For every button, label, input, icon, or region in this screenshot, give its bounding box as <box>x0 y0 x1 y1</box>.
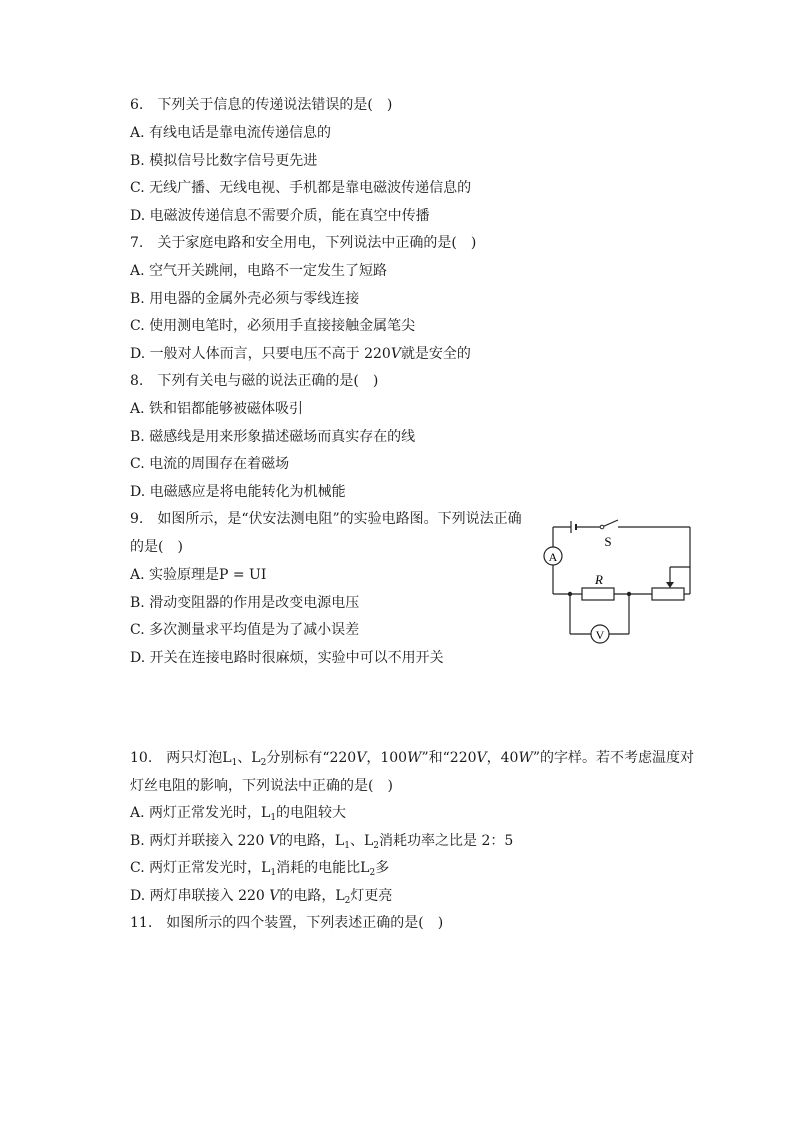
q9-option-c: C. 多次测量求平均值是为了减小误差 <box>130 622 360 638</box>
q9-option-d: D. 开关在连接电路时很麻烦，实验中可以不用开关 <box>130 650 444 666</box>
q7-option-a: A. 空气开关跳闸，电路不一定发生了短路 <box>130 263 388 279</box>
switch-blade <box>602 520 618 527</box>
q8-option-c: C. 电流的周围存在着磁场 <box>130 456 290 472</box>
q8-option-b: B. 磁感线是用来形象描述磁场而真实存在的线 <box>130 429 416 445</box>
q10-stem-line1: 10. 两只灯泡$L_1$、$L_2$分别标有“220V，100W”和“220V，40W”的字样。若不考虑温度对 <box>130 750 695 768</box>
q10-option-a: A. 两灯正常发光时，$L_1$的电阻较大 <box>130 805 347 823</box>
q9-stem-line2: 的是( ) <box>130 539 183 555</box>
q6-option-d: D. 电磁波传递信息不需要介质，能在真空中传播 <box>130 208 430 224</box>
q8-option-a: A. 铁和铝都能够被磁体吸引 <box>130 401 304 417</box>
q7-option-c: C. 使用测电笔时，必须用手直接接触金属笔尖 <box>130 318 416 334</box>
slider-arrow <box>666 582 674 588</box>
q8-stem: 8. 下列有关电与磁的说法正确的是( ) <box>130 373 379 389</box>
q10-stem-line2: 灯丝电阻的影响，下列说法中正确的是( ) <box>130 778 393 794</box>
switch-label: S <box>604 534 612 549</box>
junction-left <box>568 592 572 596</box>
q7-stem: 7. 关于家庭电路和安全用电，下列说法中正确的是( ) <box>130 235 477 251</box>
q6-option-a: A. 有线电话是靠电流传递信息的 <box>130 125 332 141</box>
q6-stem: 6. 下列关于信息的传递说法错误的是( ) <box>130 97 393 113</box>
q6-option-c: C. 无线广播、无线电视、手机都是靠电磁波传递信息的 <box>130 180 472 196</box>
q8-option-d: D. 电磁感应是将电能转化为机械能 <box>130 484 346 500</box>
circuit-diagram <box>540 517 700 645</box>
q10-option-d: D. 两灯串联接入 220 V的电路，$L_2$灯更亮 <box>130 888 393 906</box>
q10-option-c: C. 两灯正常发光时，$L_1$消耗的电能比$L_2$多 <box>130 860 390 878</box>
voltmeter-label: V <box>595 628 605 642</box>
ammeter-label: A <box>548 550 558 564</box>
q11-stem: 11. 如图所示的四个装置，下列表述正确的是( ) <box>130 915 444 931</box>
rheostat <box>652 588 684 600</box>
q9-option-a: A. 实验原理是P = UI <box>130 567 267 583</box>
q10-option-b: B. 两灯并联接入 220 V的电路，$L_1$、$L_2$消耗功率之比是 2：5 <box>130 833 514 851</box>
junction-right <box>627 592 631 596</box>
resistor-r <box>582 588 614 600</box>
q9-option-b: B. 滑动变阻器的作用是改变电源电压 <box>130 595 360 611</box>
q7-option-d: D. 一般对人体而言，只要电压不高于 220V就是安全的 <box>130 346 471 362</box>
q6-option-b: B. 模拟信号比数字信号更先进 <box>130 153 318 169</box>
q9-stem-line1: 9. 如图所示，是“伏安法测电阻”的实验电路图。下列说法正确 <box>130 511 522 527</box>
q7-option-b: B. 用电器的金属外壳必须与零线连接 <box>130 291 360 307</box>
resistor-label: R <box>595 572 603 587</box>
